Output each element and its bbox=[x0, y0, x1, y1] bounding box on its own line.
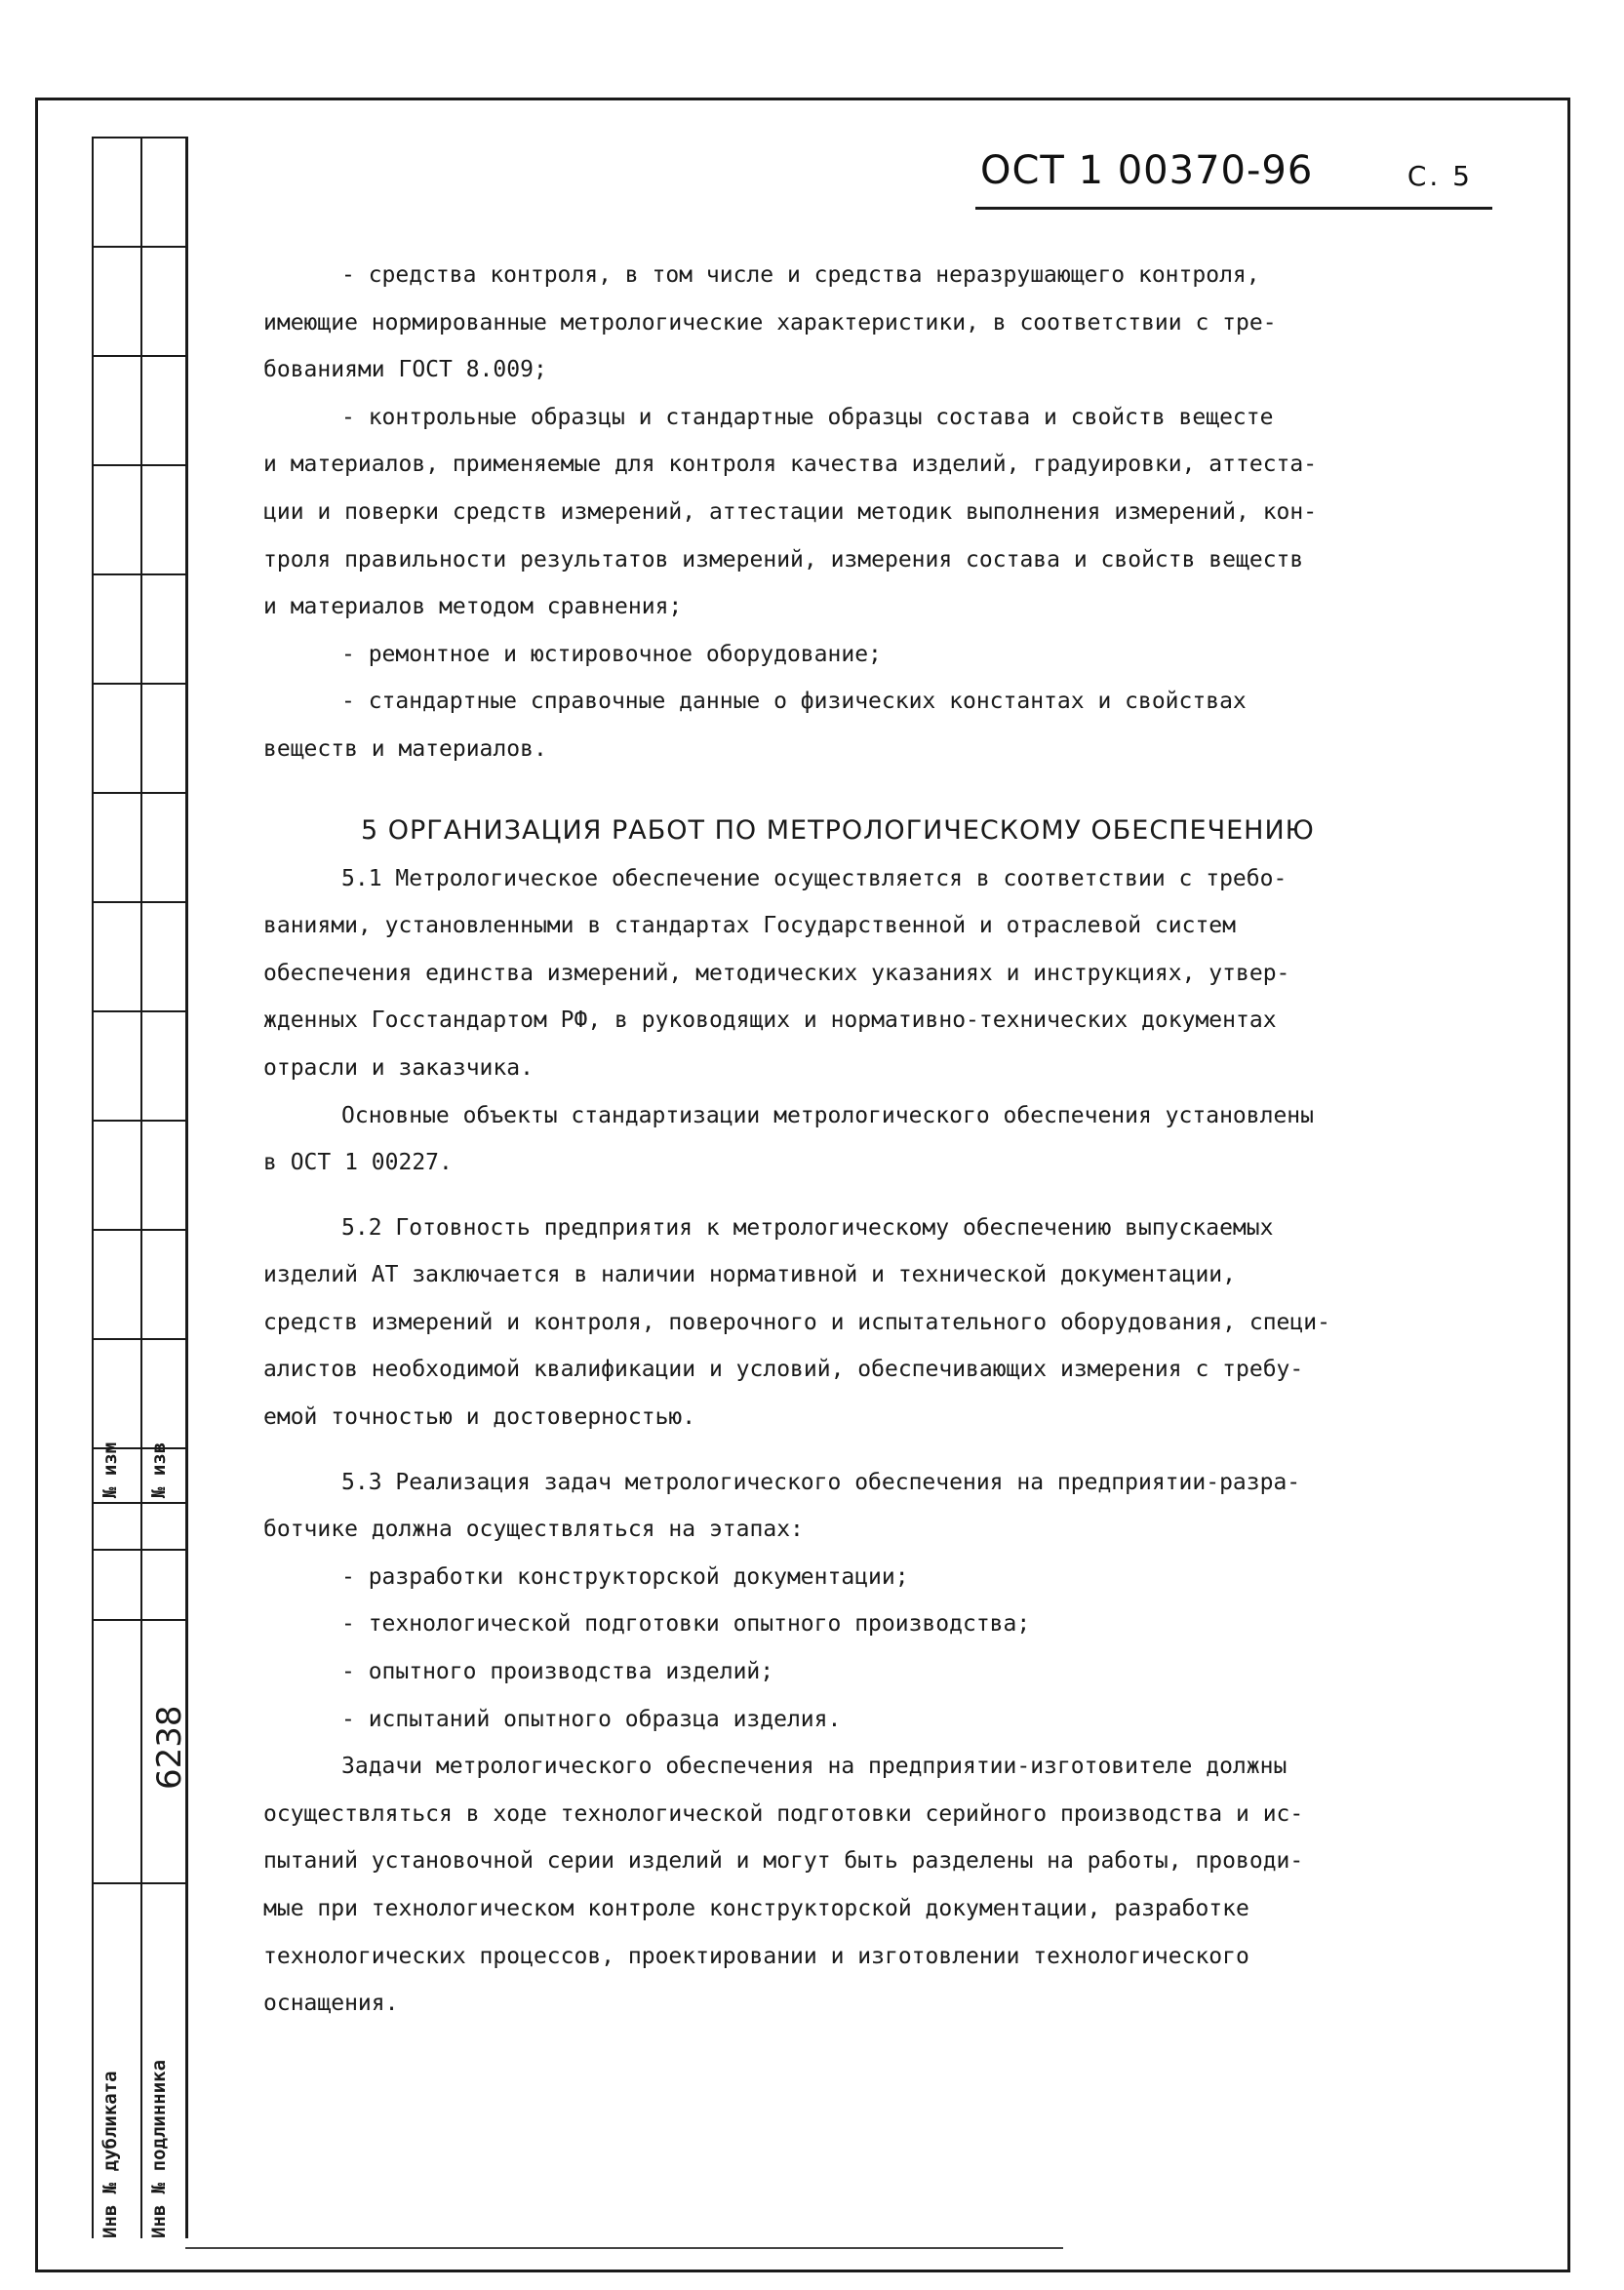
paragraph: - контрольные образцы и стандартные образцы состава и свойств вещесте и материалов, применяемые для контроля качества изделий, градуировки, аттеста- ции и поверки средств измерений, аттестации методик выполнения измерений, кон- троля правильности результатов измерений, измерения состава и свойств веществ и материалов методом сравнения; bbox=[263, 404, 1318, 620]
duplicate-inventory-label: Инв № дубликата bbox=[99, 2071, 121, 2238]
list-item: - технологической подготовки опытного производства; bbox=[341, 1611, 1031, 1638]
paragraph: Задачи метрологического обеспечения на предприятии-изготовителе должны осуществляться в ходе технологической подготовки серийного производства и ис- пытаний установочной серии изделий и могут быть разделены на работы, проводи- мые при технологическом контроле конструкторской документации, разработке технологических процессов, проектировании и изготовлении технологического оснащения. bbox=[263, 1754, 1304, 2017]
stamp-cell-line bbox=[92, 683, 187, 685]
list-item: - опытного производства изделий; bbox=[341, 1659, 774, 1685]
document-body bbox=[263, 252, 1439, 2028]
revision-stamp-strip bbox=[92, 137, 187, 2238]
list-item: - испытаний опытного образца изделия. bbox=[341, 1706, 842, 1732]
stamp-column-line bbox=[92, 137, 94, 2238]
stamp-column-line bbox=[140, 137, 142, 2238]
bottom-rule bbox=[185, 2247, 1063, 2249]
stamp-cell-line bbox=[92, 1549, 187, 1551]
paragraph: - стандартные справочные данные о физических константах и свойствах веществ и материалов. bbox=[263, 689, 1247, 762]
stamp-cell-line bbox=[92, 901, 187, 903]
list-item: - разработки конструкторской документации; bbox=[341, 1563, 909, 1590]
izv-label: № изв bbox=[148, 1441, 170, 1498]
content-border bbox=[185, 137, 188, 2238]
spacer bbox=[263, 1187, 1439, 1204]
stamp-cell-line bbox=[92, 137, 187, 138]
stamp-cell-line bbox=[92, 573, 187, 575]
inventory-number: 6238 bbox=[150, 1705, 189, 1790]
page-number: С. 5 bbox=[1406, 160, 1473, 192]
stamp-cell-line bbox=[92, 1502, 187, 1504]
stamp-cell-line bbox=[92, 1882, 187, 1884]
spacer bbox=[263, 1441, 1439, 1459]
paragraph: 5.2 Готовность предприятия к метрологическому обеспечению выпускаемых изделий АТ заключается в наличии нормативной и технической документации, средств измерений и контроля, поверочного и испытательного оборудования, специ- алистов необходимой квалификации и условий, обеспечивающих измерения с требу- емой точностью и достоверностью. bbox=[263, 1214, 1330, 1431]
page-header bbox=[975, 148, 1492, 210]
section-title: 5 ОРГАНИЗАЦИЯ РАБОТ ПО МЕТРОЛОГИЧЕСКОМУ ОБЕСПЕЧЕНИЮ bbox=[361, 814, 1315, 846]
paragraph: 5.1 Метрологическое обеспечение осуществляется в соответствии с требо- ваниями, установленными в стандартах Государственной и отраслевой систем обеспечения единства измерений, методических указаниях и инструкциях, утвер- жденных Госстандартом РФ, в руководящих и нормативно-технических документах отрасли и заказчика. bbox=[263, 865, 1290, 1081]
paragraph: Основные объекты стандартизации метрологического обеспечения установлены в ОСТ 1 00227. bbox=[263, 1102, 1314, 1176]
stamp-cell-line bbox=[92, 246, 187, 248]
paragraph: - средства контроля, в том числе и средства неразрушающего контроля, имеющие нормированные метрологические характеристики, в соответствии с тре- бованиями ГОСТ 8.009; bbox=[263, 262, 1277, 383]
stamp-cell-line bbox=[92, 1229, 187, 1231]
stamp-cell-line bbox=[92, 1338, 187, 1340]
stamp-cell-line bbox=[92, 355, 187, 357]
stamp-cell-line bbox=[92, 1010, 187, 1012]
paragraph: - ремонтное и юстировочное оборудование; bbox=[341, 641, 882, 667]
spacer bbox=[263, 773, 1439, 807]
stamp-cell-line bbox=[92, 1619, 187, 1621]
stamp-cell-line bbox=[92, 464, 187, 466]
document-code: ОСТ 1 00370-96 bbox=[980, 148, 1314, 193]
izm-label: № изм bbox=[99, 1441, 121, 1498]
original-inventory-label: Инв № подлинника bbox=[148, 2059, 170, 2238]
stamp-cell-line bbox=[92, 1120, 187, 1122]
paragraph: 5.3 Реализация задач метрологического обеспечения на предприятии-разра- ботчике должна осуществляться на этапах: bbox=[263, 1469, 1301, 1543]
stamp-cell-line bbox=[92, 792, 187, 794]
